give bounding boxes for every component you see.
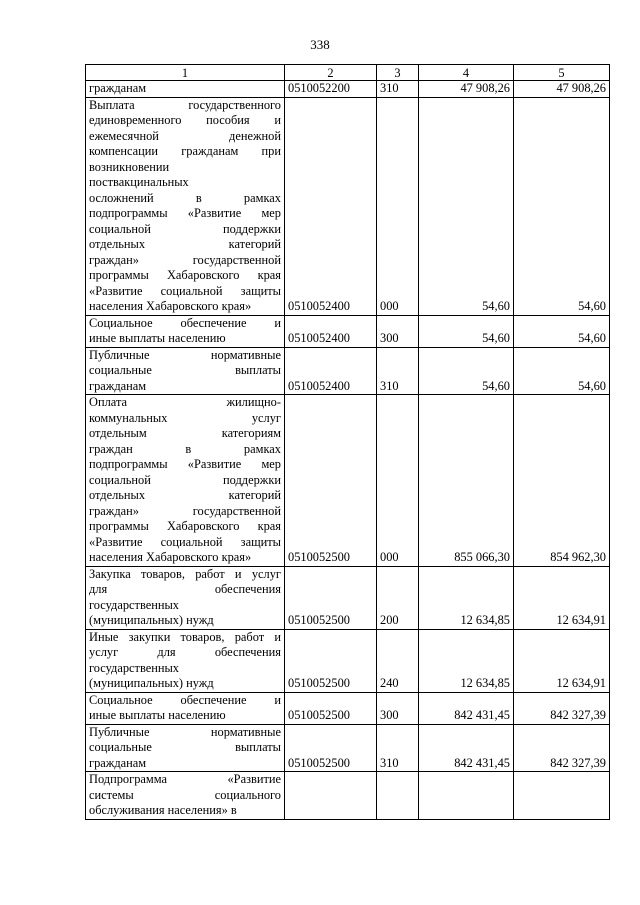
row-target-code bbox=[285, 772, 377, 820]
row-name bbox=[86, 395, 285, 567]
row-name-line: услуг для обеспечения bbox=[89, 645, 281, 659]
row-name-line: социальные выплаты bbox=[89, 363, 281, 377]
row-name-line: социальные выплаты bbox=[89, 740, 281, 754]
row-target-code: 0510052500 bbox=[285, 566, 377, 629]
row-expense-type: 000 bbox=[377, 97, 419, 315]
row-name-line: «Развитие социальной защиты bbox=[89, 283, 281, 298]
row-name-line: гражданам bbox=[89, 81, 147, 95]
row-name-line: коммунальных услуг bbox=[89, 410, 281, 425]
row-name-line: для обеспечения bbox=[89, 582, 281, 596]
row-expense-type bbox=[377, 772, 419, 820]
row-name-line: системы социального bbox=[89, 787, 281, 802]
row-expense-type: 300 bbox=[377, 315, 419, 347]
row-name-line: иные выплаты населению bbox=[89, 708, 226, 722]
row-expense-type: 310 bbox=[377, 347, 419, 395]
row-expense-type: 200 bbox=[377, 566, 419, 629]
row-expense-type: 300 bbox=[377, 692, 419, 724]
row-value-1 bbox=[419, 772, 514, 820]
row-value-1: 842 431,45 bbox=[419, 724, 514, 772]
row-expense-type: 310 bbox=[377, 81, 419, 98]
row-name-line: Публичные нормативные bbox=[89, 347, 281, 362]
header-col-4: 4 bbox=[419, 65, 514, 81]
row-name-line: обслуживания населения» в bbox=[89, 803, 237, 817]
row-name-line: программы Хабаровского края bbox=[89, 519, 281, 533]
row-name-line: отдельным категориям bbox=[89, 426, 281, 440]
row-name-line: граждан в рамках bbox=[89, 441, 281, 456]
row-target-code: 0510052200 bbox=[285, 81, 377, 98]
row-expense-type: 310 bbox=[377, 724, 419, 772]
row-value-2 bbox=[514, 772, 610, 820]
row-name bbox=[86, 692, 285, 724]
row-name-line: Иные закупки товаров, работ и bbox=[89, 629, 281, 644]
row-name-line: ежемесячной денежной bbox=[89, 128, 281, 143]
row-name-line: поствакцинальных bbox=[89, 175, 189, 189]
row-value-1: 842 431,45 bbox=[419, 692, 514, 724]
table-row bbox=[86, 81, 610, 98]
header-col-2: 2 bbox=[285, 65, 377, 81]
row-expense-type: 240 bbox=[377, 629, 419, 692]
header-col-3: 3 bbox=[377, 65, 419, 81]
row-value-1: 54,60 bbox=[419, 97, 514, 315]
row-name-line: населения Хабаровского края» bbox=[89, 550, 252, 564]
page-number: 338 bbox=[310, 37, 330, 52]
row-name-line: Публичные нормативные bbox=[89, 724, 281, 739]
row-name-line: Подпрограмма «Развитие bbox=[89, 772, 281, 786]
row-name-line: гражданам bbox=[89, 755, 147, 770]
row-name-line: социальной поддержки bbox=[89, 221, 281, 236]
row-name bbox=[86, 772, 285, 820]
row-name bbox=[86, 629, 285, 692]
row-value-2: 842 327,39 bbox=[514, 692, 610, 724]
row-name-line: Социальное обеспечение и bbox=[89, 692, 281, 707]
row-name bbox=[86, 315, 285, 347]
row-name bbox=[86, 81, 285, 98]
row-name-line: отдельных категорий bbox=[89, 488, 281, 502]
table-header-row bbox=[86, 65, 610, 81]
row-name-line: социальной поддержки bbox=[89, 472, 281, 487]
table-row bbox=[86, 395, 610, 567]
table-row bbox=[86, 97, 610, 315]
table-row bbox=[86, 629, 610, 692]
table-row bbox=[86, 692, 610, 724]
row-target-code: 0510052400 bbox=[285, 347, 377, 395]
row-name-line: отдельных категорий bbox=[89, 237, 281, 251]
row-name-line: компенсации гражданам при bbox=[89, 144, 281, 158]
row-name-line: единовременного пособия и bbox=[89, 113, 281, 127]
row-name-line: подпрограммы «Развитие мер bbox=[89, 206, 281, 220]
table-row bbox=[86, 724, 610, 772]
budget-table bbox=[85, 64, 610, 820]
header-col-1: 1 bbox=[86, 65, 285, 81]
row-value-2: 54,60 bbox=[514, 97, 610, 315]
row-value-2: 12 634,91 bbox=[514, 566, 610, 629]
table-row bbox=[86, 772, 610, 820]
row-name-line: (муниципальных) нужд bbox=[89, 613, 214, 627]
row-target-code: 0510052400 bbox=[285, 97, 377, 315]
table-row bbox=[86, 315, 610, 347]
row-name bbox=[86, 724, 285, 772]
row-value-2: 854 962,30 bbox=[514, 395, 610, 567]
row-name-line: населения Хабаровского края» bbox=[89, 299, 252, 313]
row-target-code: 0510052500 bbox=[285, 724, 377, 772]
row-target-code: 0510052400 bbox=[285, 315, 377, 347]
row-value-2: 54,60 bbox=[514, 315, 610, 347]
row-expense-type: 000 bbox=[377, 395, 419, 567]
row-name-line: «Развитие социальной защиты bbox=[89, 534, 281, 549]
row-name-line: граждан» государственной bbox=[89, 503, 281, 518]
row-name bbox=[86, 566, 285, 629]
table-row bbox=[86, 347, 610, 395]
row-target-code: 0510052500 bbox=[285, 629, 377, 692]
row-value-2: 54,60 bbox=[514, 347, 610, 395]
row-target-code: 0510052500 bbox=[285, 395, 377, 567]
row-name bbox=[86, 97, 285, 315]
row-name-line: осложнений в рамках bbox=[89, 190, 281, 205]
row-value-1: 54,60 bbox=[419, 315, 514, 347]
row-name-line: Закупка товаров, работ и услуг bbox=[89, 566, 281, 581]
row-name-line: иные выплаты населению bbox=[89, 331, 226, 345]
row-name-line: подпрограммы «Развитие мер bbox=[89, 457, 281, 471]
row-name-line: государственных bbox=[89, 597, 180, 612]
row-name-line: возникновении bbox=[89, 159, 170, 174]
row-name-line: Социальное обеспечение и bbox=[89, 315, 281, 330]
row-name bbox=[86, 347, 285, 395]
row-value-2: 842 327,39 bbox=[514, 724, 610, 772]
row-name-line: граждан» государственной bbox=[89, 252, 281, 267]
row-value-2: 12 634,91 bbox=[514, 629, 610, 692]
row-value-1: 12 634,85 bbox=[419, 629, 514, 692]
row-name-line: программы Хабаровского края bbox=[89, 268, 281, 282]
row-value-2: 47 908,26 bbox=[514, 81, 610, 98]
row-value-1: 47 908,26 bbox=[419, 81, 514, 98]
row-value-1: 12 634,85 bbox=[419, 566, 514, 629]
row-name-line: Оплата жилищно- bbox=[89, 395, 281, 409]
row-value-1: 54,60 bbox=[419, 347, 514, 395]
row-name-line: (муниципальных) нужд bbox=[89, 676, 214, 690]
row-name-line: Выплата государственного bbox=[89, 97, 281, 112]
row-value-1: 855 066,30 bbox=[419, 395, 514, 567]
row-target-code: 0510052500 bbox=[285, 692, 377, 724]
row-name-line: государственных bbox=[89, 660, 180, 675]
header-col-5: 5 bbox=[514, 65, 610, 81]
row-name-line: гражданам bbox=[89, 378, 147, 393]
table-row bbox=[86, 566, 610, 629]
